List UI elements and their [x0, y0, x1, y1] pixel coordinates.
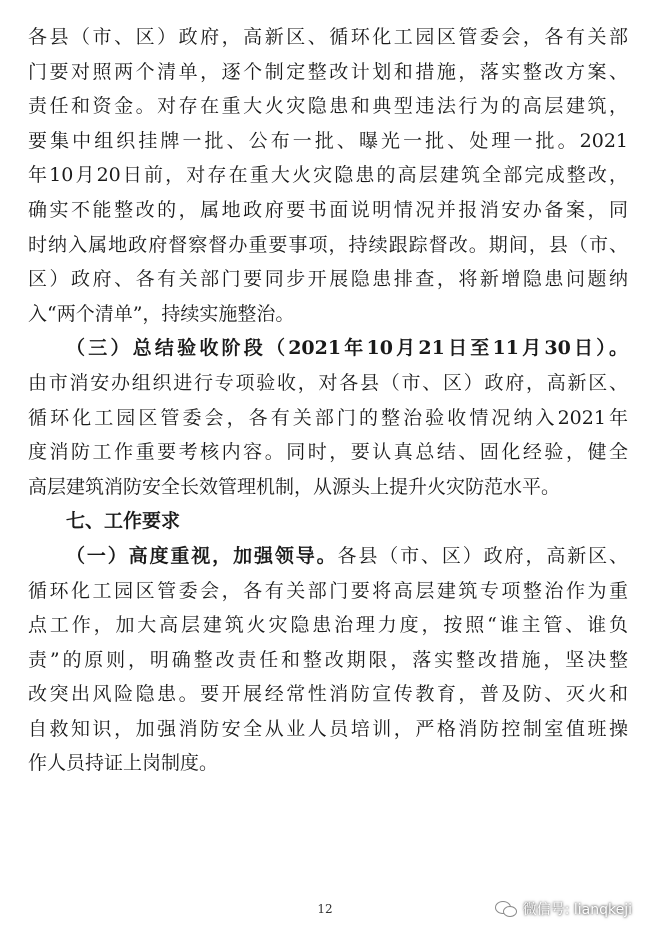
body-line: 年10月20日前，对存在重大火灾隐患的高层建筑全部完成整改， — [28, 164, 628, 187]
wechat-icon — [495, 900, 517, 918]
body-line: 度消防工作重要考核内容。同时，要认真总结、固化经验，健全 — [28, 441, 628, 464]
wechat-watermark — [495, 897, 632, 921]
body-line: 循环化工园区管委会，各有关部门要将高层建筑专项整治作为重 — [28, 579, 628, 602]
body-line: 区）政府、各有关部门要同步开展隐患排查，将新增隐患问题纳 — [28, 268, 628, 291]
section-heading-summary: （三）总结验收阶段（2021年10月21日至11月30日）。 — [66, 337, 628, 360]
body-line: 改突出风险隐患。要开展经常性消防宣传教育，普及防、灭火和 — [28, 683, 628, 706]
body-line: 入“两个清单”，持续实施整治。 — [28, 302, 295, 325]
body-line: 高层建筑消防安全长效管理机制，从源头上提升火灾防范水平。 — [28, 475, 561, 498]
body-line: 各县（市、区）政府，高新区、循环化工园区管委会，各有关部 — [28, 26, 628, 48]
body-line: 要集中组织挂牌一批、公布一批、曝光一批、处理一批。2021 — [28, 129, 628, 152]
body-line: 自救知识，加强消防安全从业人员培训，严格消防控制室值班操 — [28, 717, 628, 740]
body-line: 责”的原则，明确整改责任和整改期限，落实整改措施，坚决整 — [28, 648, 628, 671]
page-number: 12 — [317, 902, 333, 916]
document-body — [28, 20, 628, 781]
section-heading-requirements: 七、工作要求 — [66, 510, 181, 533]
body-text: 各县（市、区）政府，高新区、 — [337, 544, 628, 567]
watermark-text: 微信号: lianqkeji — [522, 902, 632, 918]
body-line: 门要对照两个清单，逐个制定整改计划和措施，落实整改方案、 — [28, 60, 628, 83]
body-line: 责任和资金。对存在重大火灾隐患和典型违法行为的高层建筑， — [28, 95, 628, 118]
body-line: 循环化工园区管委会，各有关部门的整治验收情况纳入2021年 — [28, 406, 628, 429]
body-line: 点工作，加大高层建筑火灾隐患治理力度，按照“谁主管、谁负 — [28, 614, 628, 637]
body-line: 由市消安办组织进行专项验收，对各县（市、区）政府，高新区、 — [28, 371, 628, 394]
body-line: 作人员持证上岗制度。 — [28, 752, 219, 775]
body-line: 时纳入属地政府督察督办重要事项，持续跟踪督改。期间，县（市、 — [28, 233, 628, 256]
subsection-heading-leadership: （一）高度重视，加强领导。 — [66, 544, 338, 567]
subsection-first-line — [28, 539, 628, 574]
body-line: 确实不能整改的，属地政府要书面说明情况并报消安办备案，同 — [28, 198, 628, 221]
